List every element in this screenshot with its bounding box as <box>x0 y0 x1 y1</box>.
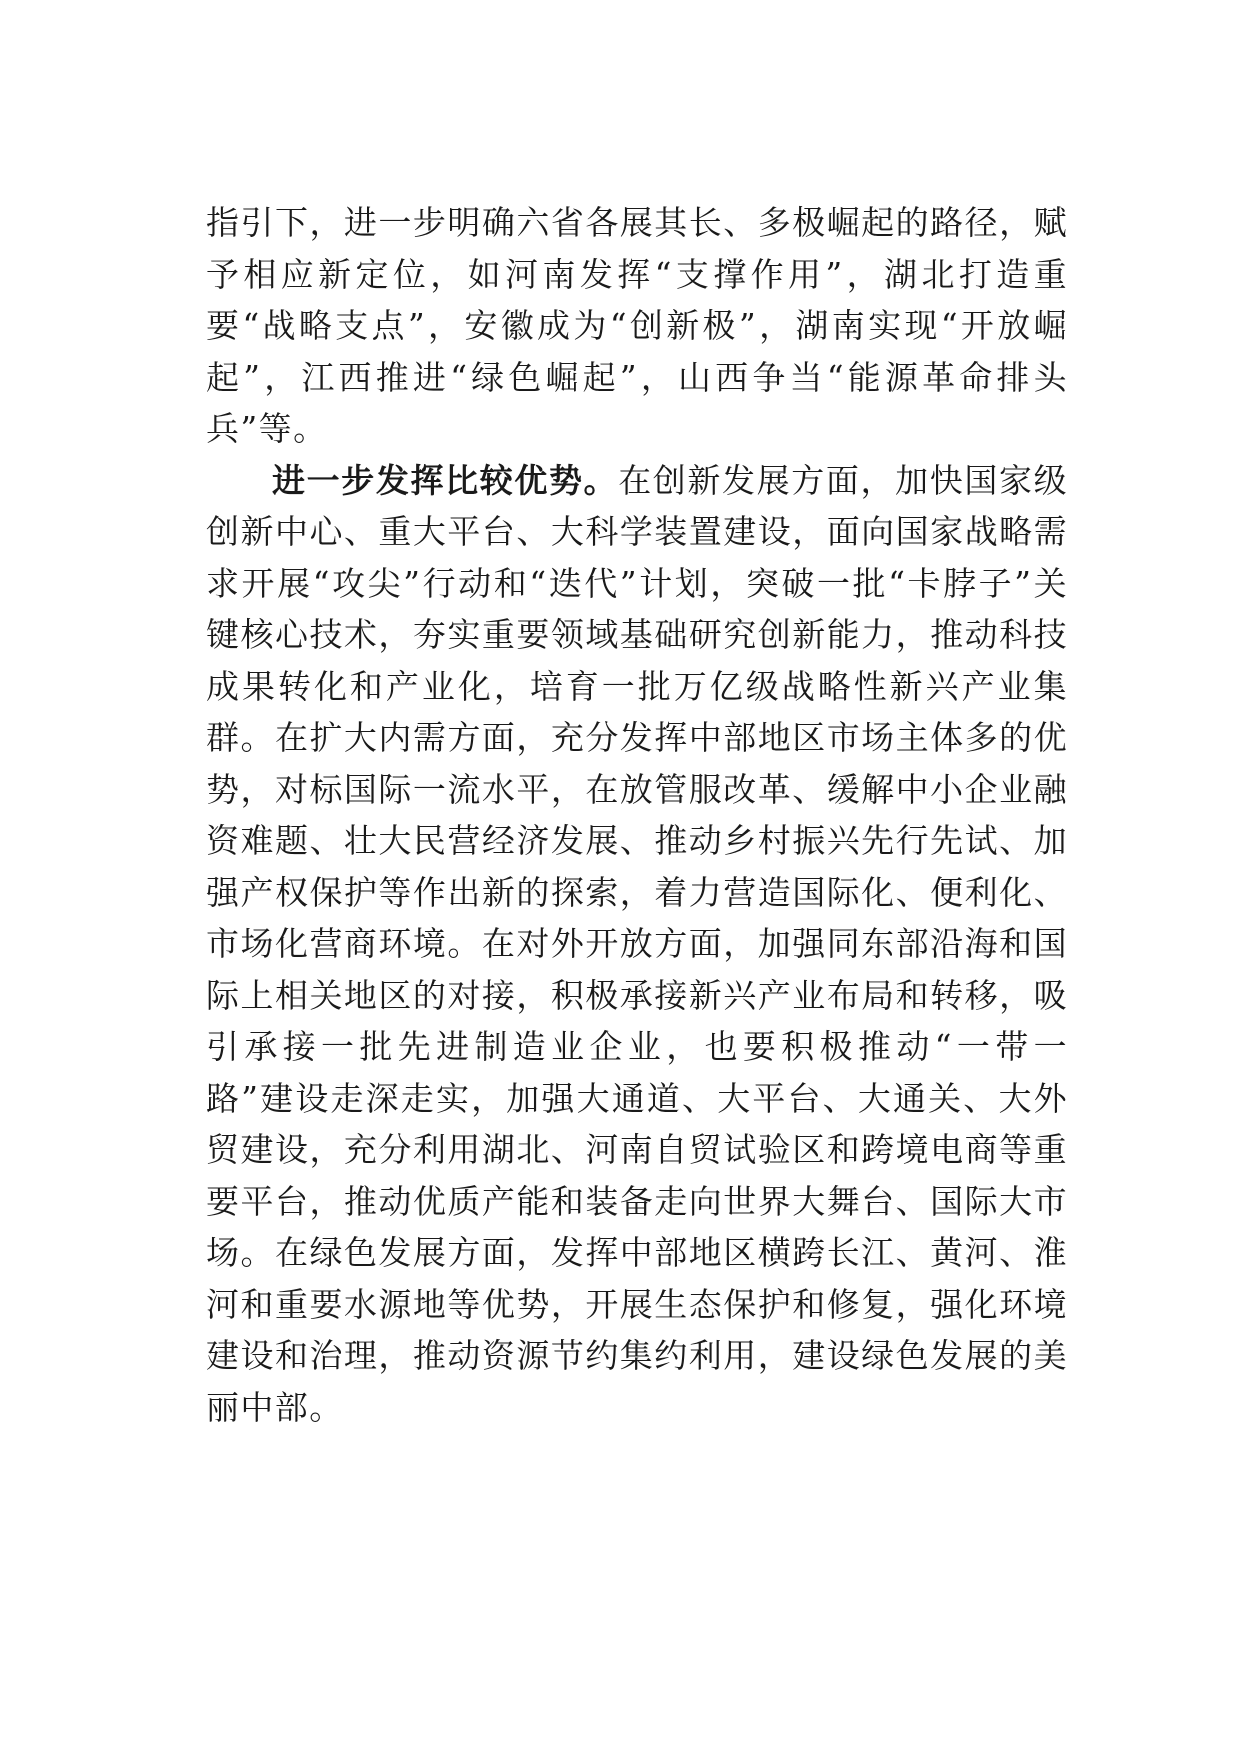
paragraph-text: 在创新发展方面，加快国家级创新中心、重大平台、大科学装置建设，面向国家战略需求开展“攻尖”行动和“迭代”计划，突破一批“卡脖子”关键核心技术，夯实重要领域基础研究创新能力，推动科技成果转化和产业化，培育一批万亿级战略性新兴产业集群。在扩大内需方面，充分发挥中部地区市场主体多的优势，对标国际一流水平，在放管服改革、缓解中小企业融资难题、壮大民营经济发展、推动乡村振兴先行先试、加强产权保护等作出新的探索，着力营造国际化、便利化、市场化营商环境。在对外开放方面，加强同东部沿海和国际上相关地区的对接，积极承接新兴产业布局和转移，吸引承接一批先进制造业企业，也要积极推动“一带一路”建设走深走实，加强大通道、大平台、大通关、大外贸建设，充分利用湖北、河南自贸试验区和跨境电商等重要平台，推动优质产能和装备走向世界大舞台、国际大市场。在绿色发展方面，发挥中部地区横跨长江、黄河、淮河和重要水源地等优势，开展生态保护和修复，强化环境建设和治理，推动资源节约集约利用，建设绿色发展的美丽中部。 <box>206 460 1069 1427</box>
paragraph-text: 指引下，进一步明确六省各展其长、多极崛起的路径，赋予相应新定位，如河南发挥“支撑作用”，湖北打造重要“战略支点”，安徽成为“创新极”，湖南实现“开放崛起”，江西推进“绿色崛起”，山西争当“能源革命排头兵”等。 <box>206 203 1068 448</box>
document-body <box>206 197 1068 1433</box>
paragraph-comparative-advantage <box>206 455 1068 1434</box>
paragraph-lead-heading: 进一步发挥比较优势。 <box>272 460 619 500</box>
paragraph-continuation <box>206 197 1068 455</box>
